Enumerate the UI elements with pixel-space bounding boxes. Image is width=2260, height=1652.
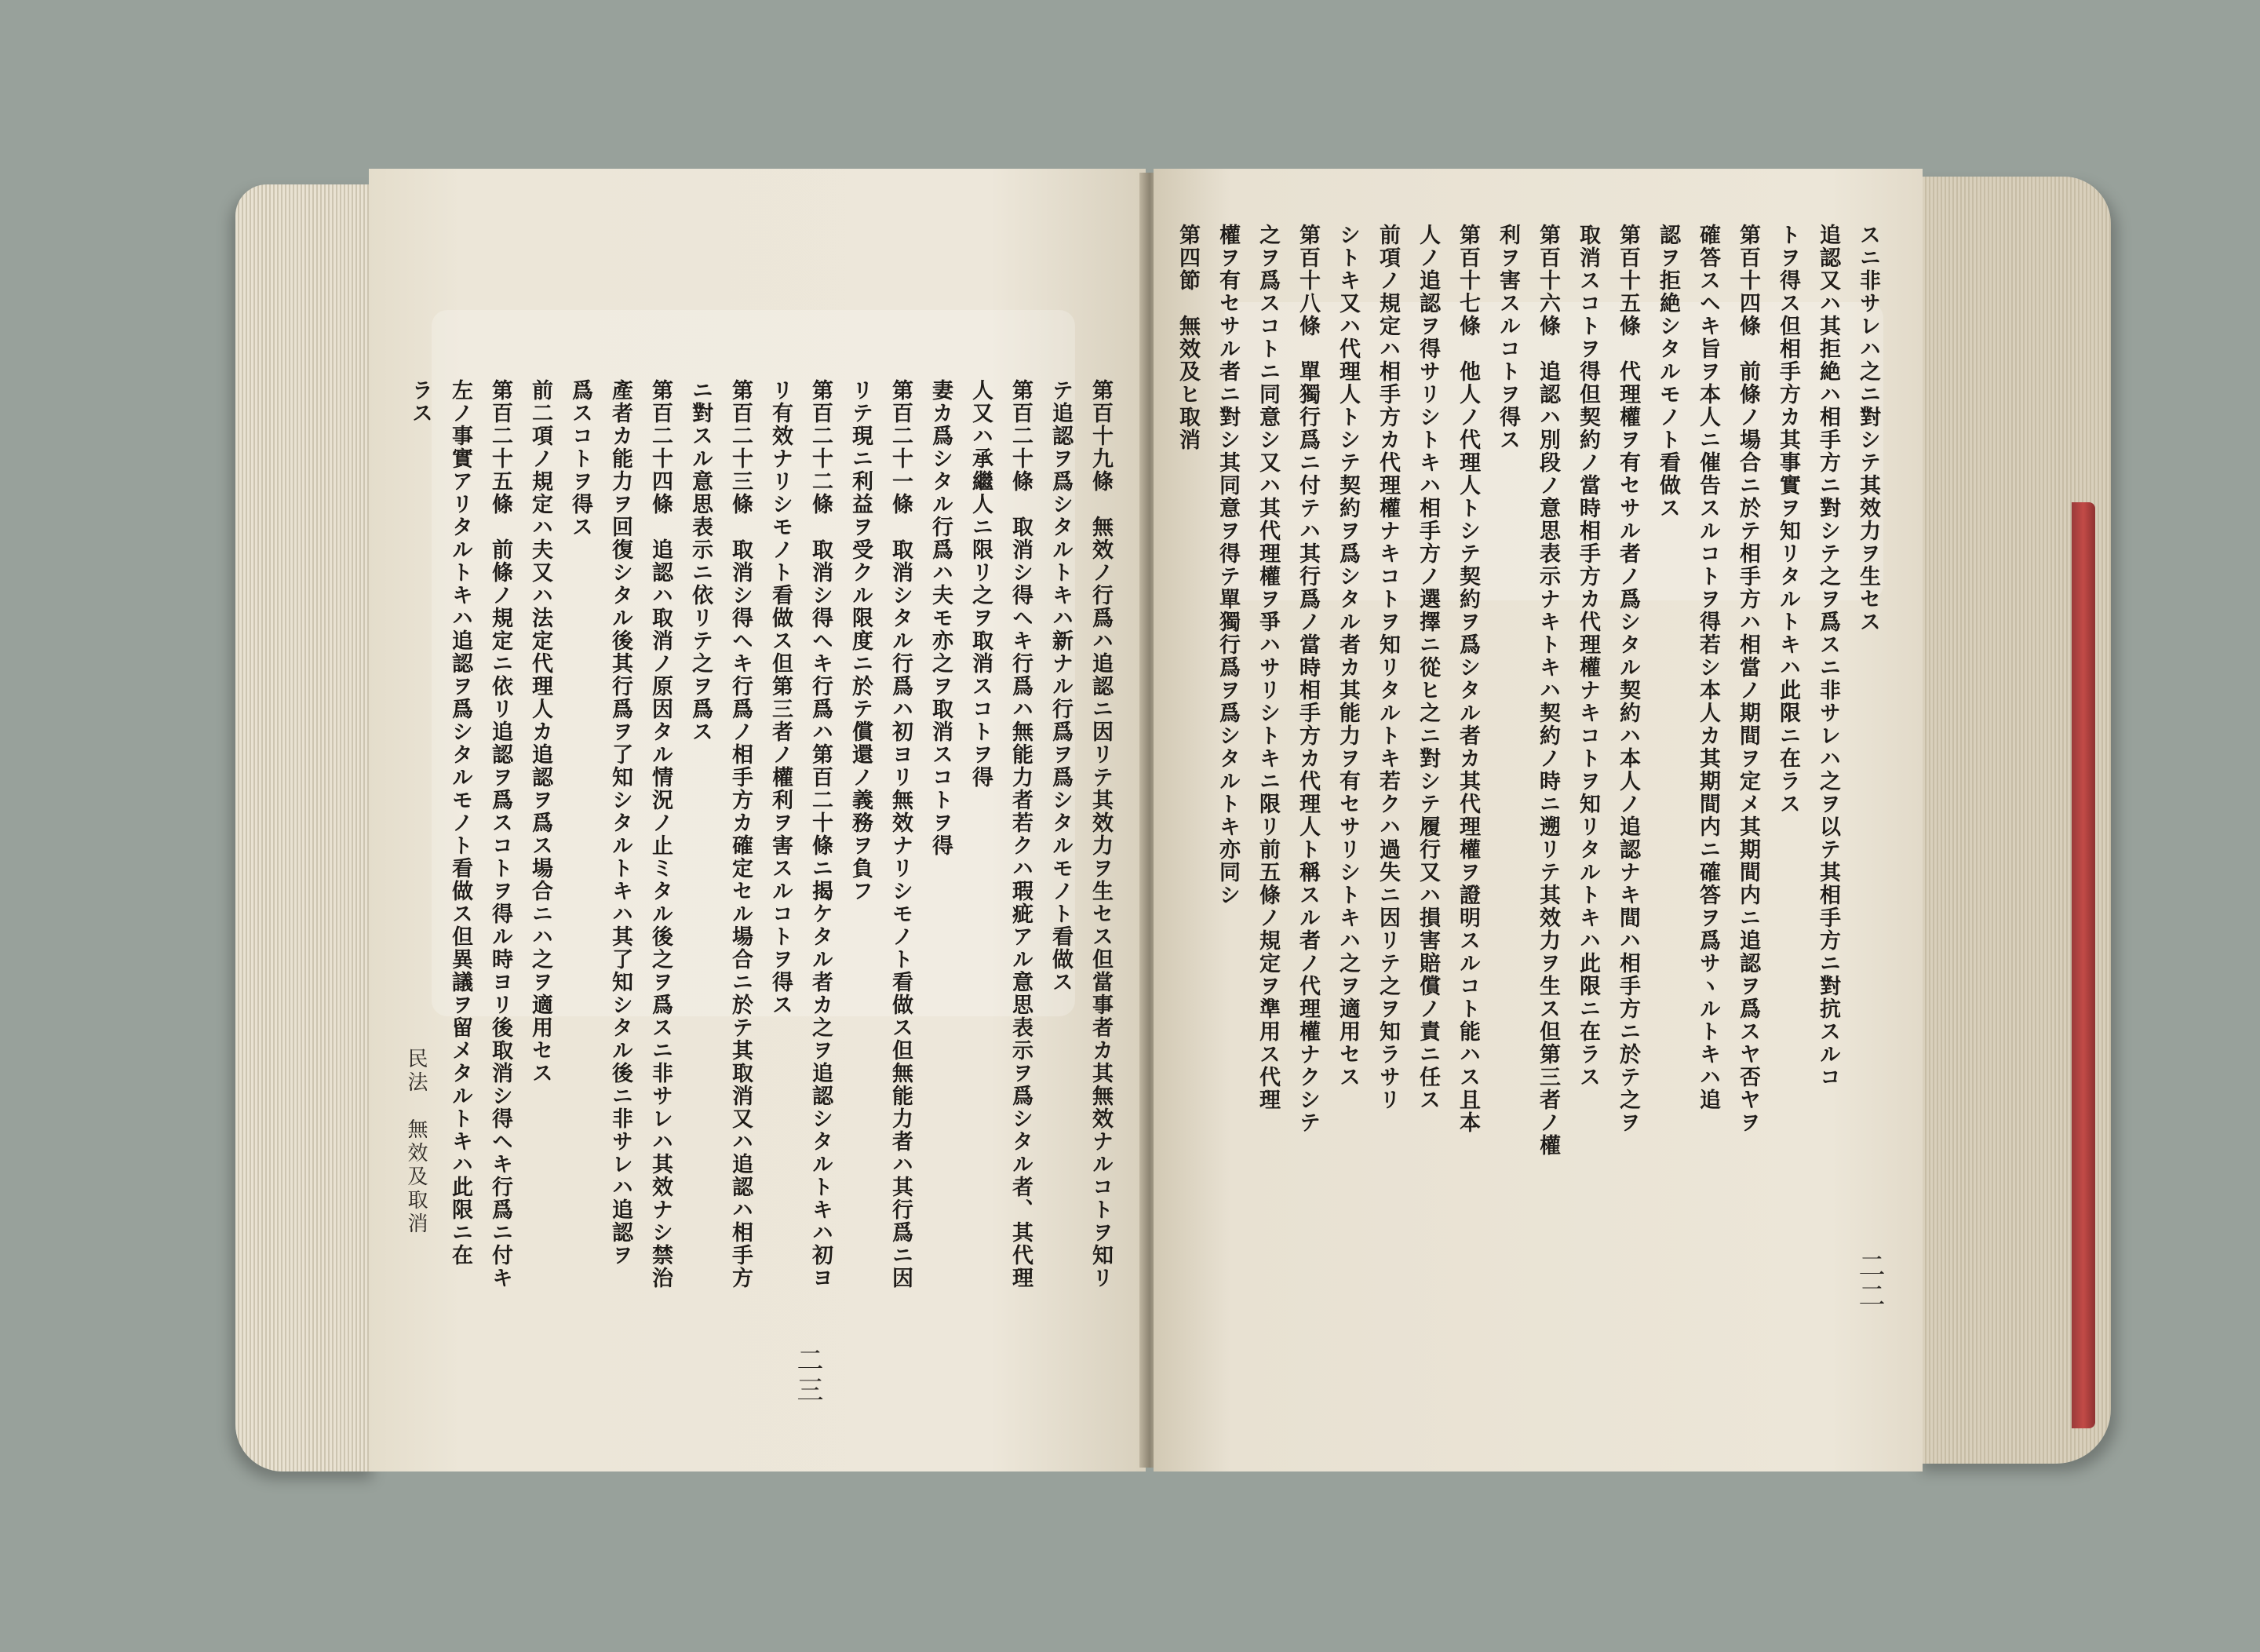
right-text-column: 利ヲ害スルコトヲ得ス (1496, 224, 1520, 451)
left-text-column: ニ對スル意思表示ニ依リテ之ヲ爲ス (688, 379, 713, 743)
left-page (369, 169, 1146, 1471)
right-text-column: 追認又ハ其拒絶ハ相手方ニ對シテ之ヲ爲スニ非サレハ之ヲ以テ其相手方ニ對抗スルコ (1816, 224, 1840, 1089)
left-text-column: 爲スコトヲ得ス (568, 379, 592, 538)
right-text-column: トヲ得ス但相手方カ其事實ヲ知リタルトキハ此限ニ在ラス (1776, 224, 1800, 815)
right-text-column: シトキ又ハ代理人トシテ契約ヲ爲シタル者カ其能力ヲ有セサリシトキハ之ヲ適用セス (1336, 224, 1360, 1089)
right-text-column: 人ノ追認ヲ得サリシトキハ相手方ノ選擇ニ從ヒ之ニ對シテ履行又ハ損害賠償ノ責ニ任ス (1416, 224, 1440, 1111)
right-text-column: 權ヲ有セサル者ニ對シ其同意ヲ得テ單獨行爲ヲ爲シタルトキ亦同シ (1216, 224, 1240, 906)
right-text-column: 第百十五條 代理權ヲ有セサル者ノ爲シタル契約ハ本人ノ追認ナキ間ハ相手方ニ於テ之ヲ (1616, 224, 1640, 1134)
page-number-left: 二三 (792, 1346, 823, 1406)
right-text-column: 第四節 無效及ヒ取消 (1176, 224, 1200, 451)
right-text-column: 認ヲ拒絶シタルモノト看做ス (1656, 224, 1680, 520)
left-text-column: 左ノ事實アリタルトキハ追認ヲ爲シタルモノト看做ス但異議ヲ留メタルトキハ此限ニ在 (448, 379, 472, 1267)
running-title: 民法 無效及取消 (404, 1048, 428, 1236)
right-text-column: スニ非サレハ之ニ對シテ其效力ヲ生セス (1856, 224, 1880, 633)
right-page (1154, 169, 1923, 1471)
left-text-column: リ有效ナリシモノト看做ス但第三者ノ權利ヲ害スルコトヲ得ス (768, 379, 793, 1016)
red-page-edge (2072, 502, 2095, 1428)
left-text-column: 第百二十條 取消シ得ヘキ行爲ハ無能力者若クハ瑕疵アル意思表示ヲ爲シタル者、其代理 (1008, 379, 1033, 1289)
right-text-column: 前項ノ規定ハ相手方カ代理權ナキコトヲ知リタルトキ若クハ過失ニ因リテ之ヲ知ラサリ (1376, 224, 1400, 1111)
left-text-column: テ追認ヲ爲シタルトキハ新ナル行爲ヲ爲シタルモノト看做ス (1048, 379, 1073, 994)
right-text-column: 確答スヘキ旨ヲ本人ニ催告スルコトヲ得若シ本人カ其期間内ニ確答ヲ爲サヽルトキハ追 (1696, 224, 1720, 1111)
left-text-column: 第百二十五條 前條ノ規定ニ依リ追認ヲ爲スコトヲ得ル時ヨリ後取消シ得ヘキ行爲ニ付キ (488, 379, 512, 1289)
page-number-right: 二二 (1854, 1252, 1885, 1311)
left-text-column: 第百十九條 無效ノ行爲ハ追認ニ因リテ其效力ヲ生セス但當事者カ其無效ナルコトヲ知リ (1088, 379, 1113, 1289)
right-text-column: 之ヲ爲スコトニ同意シ又ハ其代理權ヲ爭ハサリシトキニ限リ前五條ノ規定ヲ準用ス代理 (1256, 224, 1280, 1111)
left-text-column: 產者カ能力ヲ回復シタル後其行爲ヲ了知シタルトキハ其了知シタル後ニ非サレハ追認ヲ (608, 379, 632, 1267)
left-text-column: 第百二十一條 取消シタル行爲ハ初ヨリ無效ナリシモノト看做ス但無能力者ハ其行爲ニ因 (888, 379, 913, 1289)
left-text-column: 第百二十三條 取消シ得ヘキ行爲ノ相手方カ確定セル場合ニ於テ其取消又ハ追認ハ相手方 (728, 379, 753, 1289)
right-text-column: 第百十六條 追認ハ別段ノ意思表示ナキトキハ契約ノ時ニ遡リテ其效力ヲ生ス但第三者ノ權 (1536, 224, 1560, 1157)
left-text-column: 第百二十二條 取消シ得ヘキ行爲ハ第百二十條ニ揭ケタル者カ之ヲ追認シタルトキハ初ヨ (808, 379, 833, 1289)
left-text-column: 人又ハ承繼人ニ限リ之ヲ取消スコトヲ得 (968, 379, 993, 789)
left-text-column: 第百二十四條 追認ハ取消ノ原因タル情況ノ止ミタル後之ヲ爲スニ非サレハ其效ナシ禁治 (648, 379, 673, 1289)
left-text-column: 前二項ノ規定ハ夫又ハ法定代理人カ追認ヲ爲ス場合ニハ之ヲ適用セス (528, 379, 552, 1085)
right-text-column: 第百十四條 前條ノ場合ニ於テ相手方ハ相當ノ期間ヲ定メ其期間内ニ追認ヲ爲スヤ否ヤヲ (1736, 224, 1760, 1134)
left-text-column: 妻カ爲シタル行爲ハ夫モ亦之ヲ取消スコトヲ得 (928, 379, 953, 857)
page-edges-left (235, 184, 377, 1471)
right-text-column: 第百十八條 單獨行爲ニ付テハ其行爲ノ當時相手方カ代理人ト稱スル者ノ代理權ナクシテ (1296, 224, 1320, 1134)
left-text-column: ラス (408, 379, 432, 425)
right-text-column: 取消スコトヲ得但契約ノ當時相手方カ代理權ナキコトヲ知リタルトキハ此限ニ在ラス (1576, 224, 1600, 1089)
right-text-column: 第百十七條 他人ノ代理人トシテ契約ヲ爲シタル者カ其代理權ヲ證明スルコト能ハス且本 (1456, 224, 1480, 1134)
left-text-column: リテ現ニ利益ヲ受クル限度ニ於テ償還ノ義務ヲ負フ (848, 379, 873, 903)
